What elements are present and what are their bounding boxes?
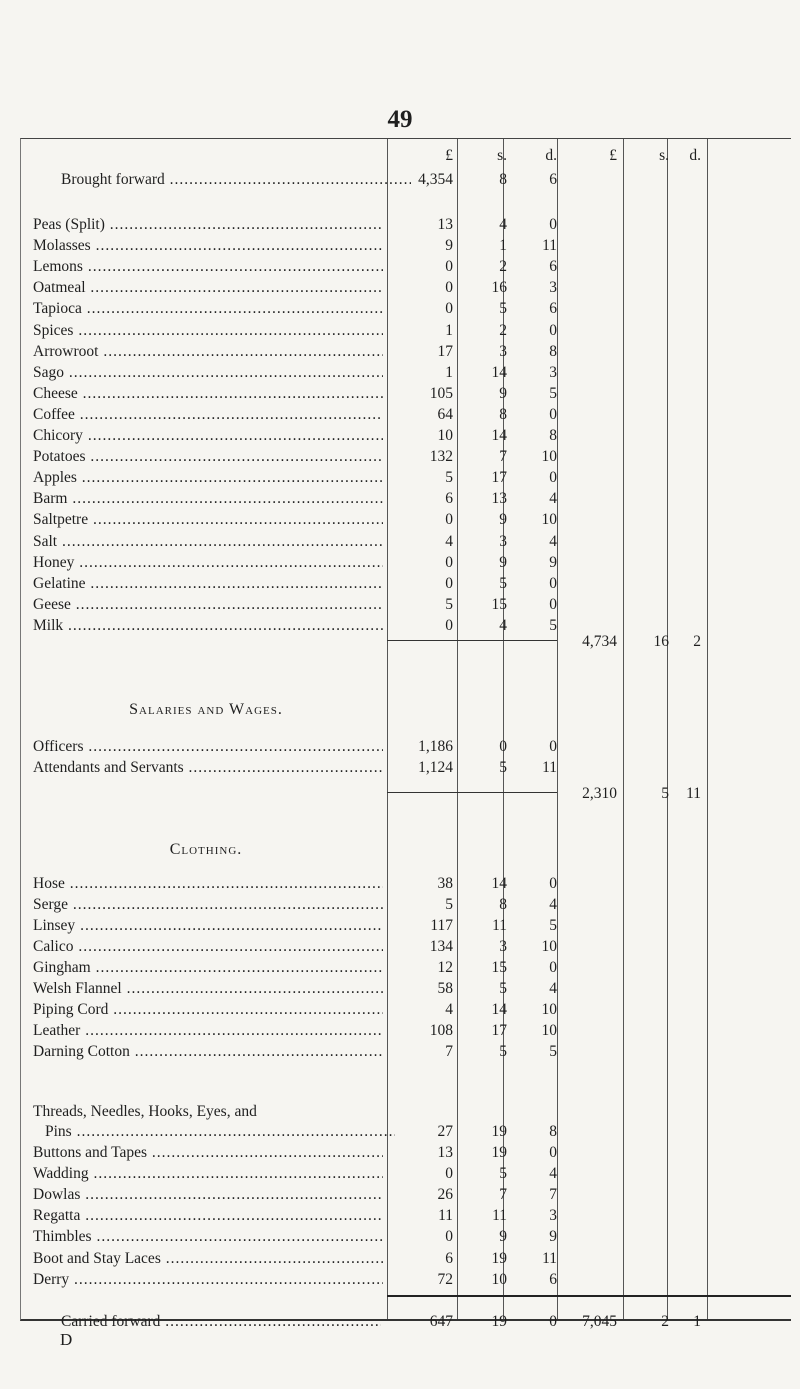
total-pence: 1 [693, 1313, 701, 1330]
total-shillings: 16 [653, 633, 669, 650]
ledger-row [21, 1226, 791, 1248]
row-label: Buttons and Tapes ..... [33, 1142, 383, 1164]
row-shillings: 17 [491, 469, 507, 487]
row-pounds: 6 [445, 490, 453, 508]
row-shillings: 5 [499, 1165, 507, 1183]
row-shillings: 1 [499, 237, 507, 255]
row-label: Thimbles ..... [33, 1226, 383, 1248]
row-label: Tapioca ..... [33, 298, 383, 320]
row-shillings: 8 [499, 896, 507, 913]
row-pence: 4 [549, 490, 557, 508]
final-rule-right [557, 1295, 791, 1297]
ledger-row [21, 1020, 791, 1042]
ledger-row [21, 235, 791, 257]
row-pounds: 12 [437, 959, 453, 976]
row-shillings: 5 [499, 980, 507, 997]
row-shillings: 15 [491, 959, 507, 976]
row-shillings: 14 [491, 875, 507, 892]
row-pence: 5 [549, 616, 557, 634]
row-pence: 0 [549, 595, 557, 613]
row-pounds: 5 [445, 595, 453, 613]
row-pounds: 5 [445, 469, 453, 487]
ledger-row [21, 425, 791, 447]
row-pence: 3 [549, 1207, 557, 1225]
row-label: Barm ..... [33, 488, 383, 510]
row-pounds: 72 [437, 1270, 453, 1288]
row-pounds: 9 [445, 237, 453, 255]
row-pounds: 13 [437, 216, 453, 233]
ledger-row [21, 936, 791, 958]
row-label: Pins ..... [45, 1121, 395, 1143]
ledger-row [21, 1269, 791, 1291]
row-pounds: 0 [445, 574, 453, 592]
row-pence: 0 [549, 321, 557, 339]
ledger-row [21, 1041, 791, 1063]
ledger-row [21, 999, 791, 1021]
total-pounds: 2,310 [582, 785, 617, 802]
row-shillings: 14 [491, 363, 507, 381]
ledger-row [21, 320, 791, 342]
row-label: Potatoes ..... [33, 446, 383, 468]
row-pence: 8 [549, 1123, 557, 1140]
row-pence: 11 [542, 759, 557, 776]
row-label: Coffee ..... [33, 404, 383, 426]
row-label: Officers ..... [33, 736, 383, 758]
header-total-shillings: s. [659, 147, 669, 164]
ledger-row [21, 594, 791, 616]
row-label: Derry ..... [33, 1269, 383, 1291]
row-pounds: 0 [445, 300, 453, 318]
row-pence: 11 [542, 237, 557, 255]
ledger-row [21, 488, 791, 510]
row-shillings: 9 [499, 553, 507, 571]
section-heading-salaries: Salaries and Wages. [129, 701, 283, 718]
row-pence: 5 [549, 917, 557, 934]
row-pence: 9 [549, 1228, 557, 1246]
row-shillings: 3 [499, 938, 507, 955]
row-pounds: 26 [437, 1186, 453, 1204]
row-pence: 0 [549, 1144, 557, 1161]
ledger-row [21, 957, 791, 979]
row-shillings: 7 [499, 448, 507, 466]
row-label: Apples ..... [33, 467, 383, 489]
row-pounds: 7 [445, 1043, 453, 1060]
row-label: Piping Cord ..... [33, 999, 383, 1021]
final-rule-left [387, 1295, 557, 1297]
row-pence: 0 [549, 1313, 557, 1330]
row-pence: 9 [549, 553, 557, 571]
row-label: Regatta ..... [33, 1205, 383, 1227]
row-pounds: 117 [430, 917, 453, 934]
total-pence: 2 [693, 633, 701, 650]
threads-row [21, 1121, 791, 1143]
row-shillings: 14 [491, 427, 507, 444]
total-pounds: 7,045 [582, 1313, 617, 1330]
ledger-row [21, 214, 791, 236]
row-pounds: 4,354 [418, 171, 453, 188]
row-shillings: 8 [499, 405, 507, 423]
row-pounds: 132 [429, 448, 453, 466]
row-label: Oatmeal ..... [33, 277, 383, 299]
row-shillings: 17 [491, 1022, 507, 1039]
row-pence: 11 [542, 1249, 557, 1267]
total-pounds: 4,734 [582, 633, 617, 650]
row-shillings: 19 [491, 1123, 507, 1140]
row-label: Salt ..... [33, 531, 383, 553]
row-label: Peas (Split) ..... [33, 214, 383, 236]
ledger-row [21, 446, 791, 468]
row-shillings: 4 [499, 616, 507, 634]
ledger-row [21, 1248, 791, 1270]
row-pence: 10 [541, 938, 557, 955]
total-shillings: 5 [661, 785, 669, 802]
ledger-row [21, 736, 791, 758]
ledger-row [21, 894, 791, 916]
row-pounds: 4 [445, 1001, 453, 1018]
row-label: Linsey ..... [33, 915, 383, 937]
row-label: Spices ..... [33, 320, 383, 342]
ledger-row [21, 362, 791, 384]
row-pounds: 0 [445, 258, 453, 276]
row-pounds: 108 [429, 1022, 453, 1039]
row-label: Hose ..... [33, 873, 383, 895]
row-pence: 10 [541, 511, 557, 529]
row-pence: 8 [549, 427, 557, 444]
ledger-row [21, 341, 791, 363]
row-pence: 0 [549, 574, 557, 592]
row-shillings: 9 [499, 1228, 507, 1246]
row-pence: 8 [549, 342, 557, 360]
row-pounds: 64 [437, 405, 453, 423]
row-label: Sago ..... [33, 362, 383, 384]
row-pence: 10 [541, 1022, 557, 1039]
row-pounds: 17 [437, 342, 453, 360]
ledger-row [21, 531, 791, 553]
row-label: Lemons ..... [33, 256, 383, 278]
row-shillings: 14 [491, 1001, 507, 1018]
row-pounds: 0 [445, 553, 453, 571]
ledger-row [21, 383, 791, 405]
header-total-pounds: £ [609, 147, 617, 164]
ledger-row [21, 978, 791, 1000]
row-shillings: 3 [499, 532, 507, 550]
row-shillings: 5 [499, 300, 507, 318]
row-pence: 7 [549, 1186, 557, 1204]
row-pence: 0 [549, 959, 557, 976]
row-shillings: 9 [499, 511, 507, 529]
row-shillings: 0 [499, 738, 507, 755]
row-shillings: 10 [491, 1270, 507, 1288]
row-shillings: 3 [499, 342, 507, 360]
row-label: Milk ..... [33, 615, 383, 637]
row-label: Wadding ..... [33, 1163, 383, 1185]
row-pounds: 0 [445, 1165, 453, 1183]
row-pence: 6 [549, 258, 557, 276]
row-shillings: 11 [492, 1207, 507, 1225]
ledger-row [21, 1205, 791, 1227]
row-pounds: 58 [437, 980, 453, 997]
provisions-total-row [21, 631, 791, 653]
row-label: Carried forward ..... [61, 1311, 381, 1333]
row-label: Saltpetre ..... [33, 509, 383, 531]
section-heading-clothing: Clothing. [169, 841, 243, 858]
row-label: Honey ..... [33, 552, 383, 574]
row-shillings: 19 [491, 1249, 507, 1267]
row-pounds: 4 [445, 532, 453, 550]
row-pence: 10 [541, 448, 557, 466]
row-pence: 3 [549, 279, 557, 297]
row-pounds: 27 [437, 1123, 453, 1140]
row-label: Chicory ..... [33, 425, 383, 447]
header-pounds: £ [445, 147, 453, 164]
row-pounds: 38 [437, 875, 453, 892]
ledger-row [21, 467, 791, 489]
row-pounds: 1,186 [418, 738, 453, 755]
row-shillings: 15 [491, 595, 507, 613]
row-pounds: 134 [429, 938, 453, 955]
ledger-row [21, 277, 791, 299]
row-pence: 4 [549, 1165, 557, 1183]
total-pence: 11 [686, 785, 701, 802]
threads-row-line1 [21, 1101, 791, 1123]
row-label: Gingham ..... [33, 957, 383, 979]
ledger-row [21, 873, 791, 895]
row-shillings: 2 [499, 258, 507, 276]
row-shillings: 7 [499, 1186, 507, 1204]
row-pounds: 10 [437, 427, 453, 444]
row-pounds: 1 [445, 321, 453, 339]
page-number: 49 [387, 106, 413, 133]
ledger-row [21, 256, 791, 278]
row-pounds: 0 [445, 616, 453, 634]
row-shillings: 2 [499, 321, 507, 339]
row-pence: 4 [549, 980, 557, 997]
row-label: Geese ..... [33, 594, 383, 616]
row-label: Calico ..... [33, 936, 383, 958]
row-label: Gelatine ..... [33, 573, 383, 595]
row-shillings: 19 [491, 1144, 507, 1161]
row-pence: 0 [549, 469, 557, 487]
ledger-row [21, 552, 791, 574]
row-label: Threads, Needles, Hooks, Eyes, and [33, 1103, 257, 1120]
row-pence: 0 [549, 738, 557, 755]
row-pence: 0 [549, 405, 557, 423]
row-pence: 5 [549, 384, 557, 402]
row-pounds: 0 [445, 1228, 453, 1246]
header-shillings: s. [497, 147, 507, 164]
row-shillings: 13 [491, 490, 507, 508]
ledger-row [21, 757, 791, 779]
row-shillings: 11 [492, 917, 507, 934]
row-shillings: 5 [499, 574, 507, 592]
row-label: Molasses ..... [33, 235, 383, 257]
row-shillings: 16 [491, 279, 507, 297]
ledger-row [21, 1163, 791, 1185]
row-pence: 4 [549, 896, 557, 913]
row-shillings: 9 [499, 384, 507, 402]
row-pounds: 5 [445, 896, 453, 913]
header-pence: d. [545, 147, 557, 164]
ledger-row [21, 298, 791, 320]
ledger-row [21, 404, 791, 426]
row-label: Cheese ..... [33, 383, 383, 405]
row-pounds: 0 [445, 279, 453, 297]
row-label: Leather ..... [33, 1020, 383, 1042]
row-pounds: 13 [437, 1144, 453, 1161]
ledger-row [21, 573, 791, 595]
header-total-pence: d. [689, 147, 701, 164]
row-pence: 4 [549, 532, 557, 550]
row-pence: 0 [549, 875, 557, 892]
row-label: Serge ..... [33, 894, 383, 916]
row-shillings: 4 [499, 216, 507, 233]
carried-forward-row [21, 1311, 791, 1333]
row-pounds: 1,124 [418, 759, 453, 776]
row-pence: 0 [549, 216, 557, 233]
row-label: Arrowroot ..... [33, 341, 383, 363]
row-pence: 6 [549, 1270, 557, 1288]
ledger-row [21, 509, 791, 531]
row-label: Dowlas ..... [33, 1184, 383, 1206]
signature-mark: D [60, 1330, 73, 1349]
row-label: Darning Cotton ..... [33, 1041, 383, 1063]
row-pence: 6 [549, 171, 557, 188]
row-shillings: 5 [499, 759, 507, 776]
row-pounds: 105 [429, 384, 453, 402]
ledger-table [20, 138, 791, 1330]
row-pence: 6 [549, 300, 557, 318]
row-label: Brought forward ..... [61, 169, 411, 191]
ledger-row [21, 915, 791, 937]
row-pence: 3 [549, 363, 557, 381]
total-shillings: 2 [661, 1313, 669, 1330]
ledger-row [21, 1142, 791, 1164]
row-pounds: 1 [445, 363, 453, 381]
brought-forward-row [21, 169, 791, 191]
row-shillings: 5 [499, 1043, 507, 1060]
row-label: Boot and Stay Laces ..... [33, 1248, 383, 1270]
row-label: Attendants and Servants ..... [33, 757, 383, 779]
row-pounds: 11 [438, 1207, 453, 1225]
row-pounds: 647 [429, 1313, 453, 1330]
row-shillings: 19 [491, 1313, 507, 1330]
row-label: Welsh Flannel ..... [33, 978, 383, 1000]
row-pence: 10 [541, 1001, 557, 1018]
ledger-row [21, 1184, 791, 1206]
row-pounds: 6 [445, 1249, 453, 1267]
row-pence: 5 [549, 1043, 557, 1060]
salaries-total-row [21, 783, 791, 805]
row-shillings: 8 [499, 171, 507, 188]
row-pounds: 0 [445, 511, 453, 529]
